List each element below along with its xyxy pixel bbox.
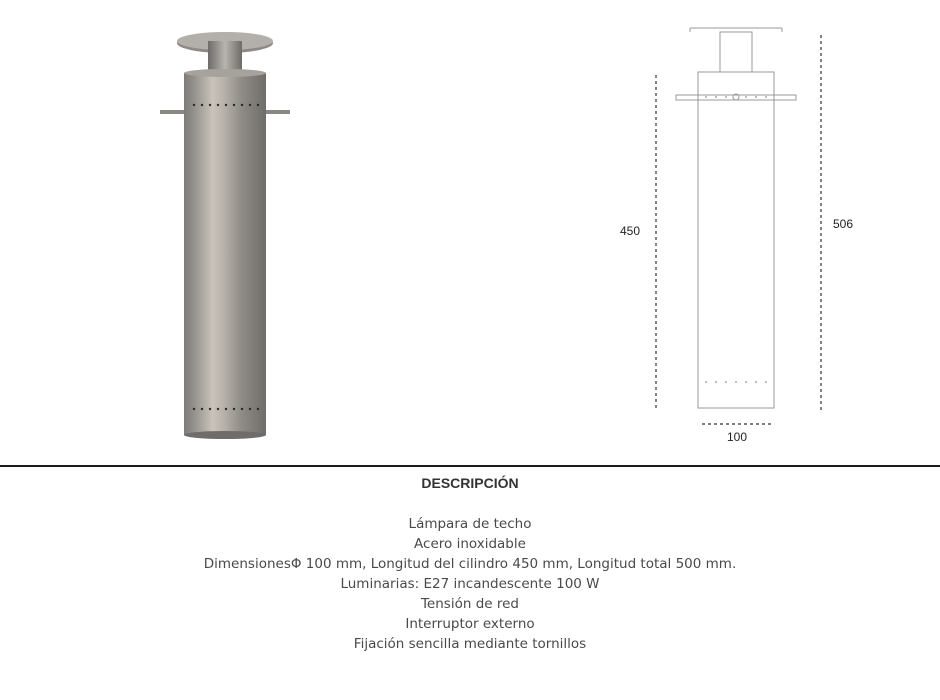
section-divider xyxy=(0,465,940,467)
description-line: Tensión de red xyxy=(420,596,519,612)
technical-drawing xyxy=(600,20,880,450)
dimension-diameter: 100 xyxy=(727,430,748,444)
description-list xyxy=(0,514,940,654)
dimension-total-length: 506 xyxy=(833,217,854,231)
dimension-cylinder-length: 450 xyxy=(620,224,641,238)
description-line: DimensionesΦ 100 mm, Longitud del cilindro 450 mm, Longitud total 500 mm. xyxy=(203,556,737,572)
description-title: DESCRIPCIÓN xyxy=(421,475,519,491)
description-line: Fijación sencilla mediante tornillos xyxy=(353,636,587,652)
description-line: Interruptor externo xyxy=(405,616,535,632)
description-line: Lámpara de techo xyxy=(408,516,532,532)
description-line: Acero inoxidable xyxy=(414,536,526,552)
product-photo xyxy=(150,25,300,445)
description-line: Luminarias: E27 incandescente 100 W xyxy=(340,576,600,592)
